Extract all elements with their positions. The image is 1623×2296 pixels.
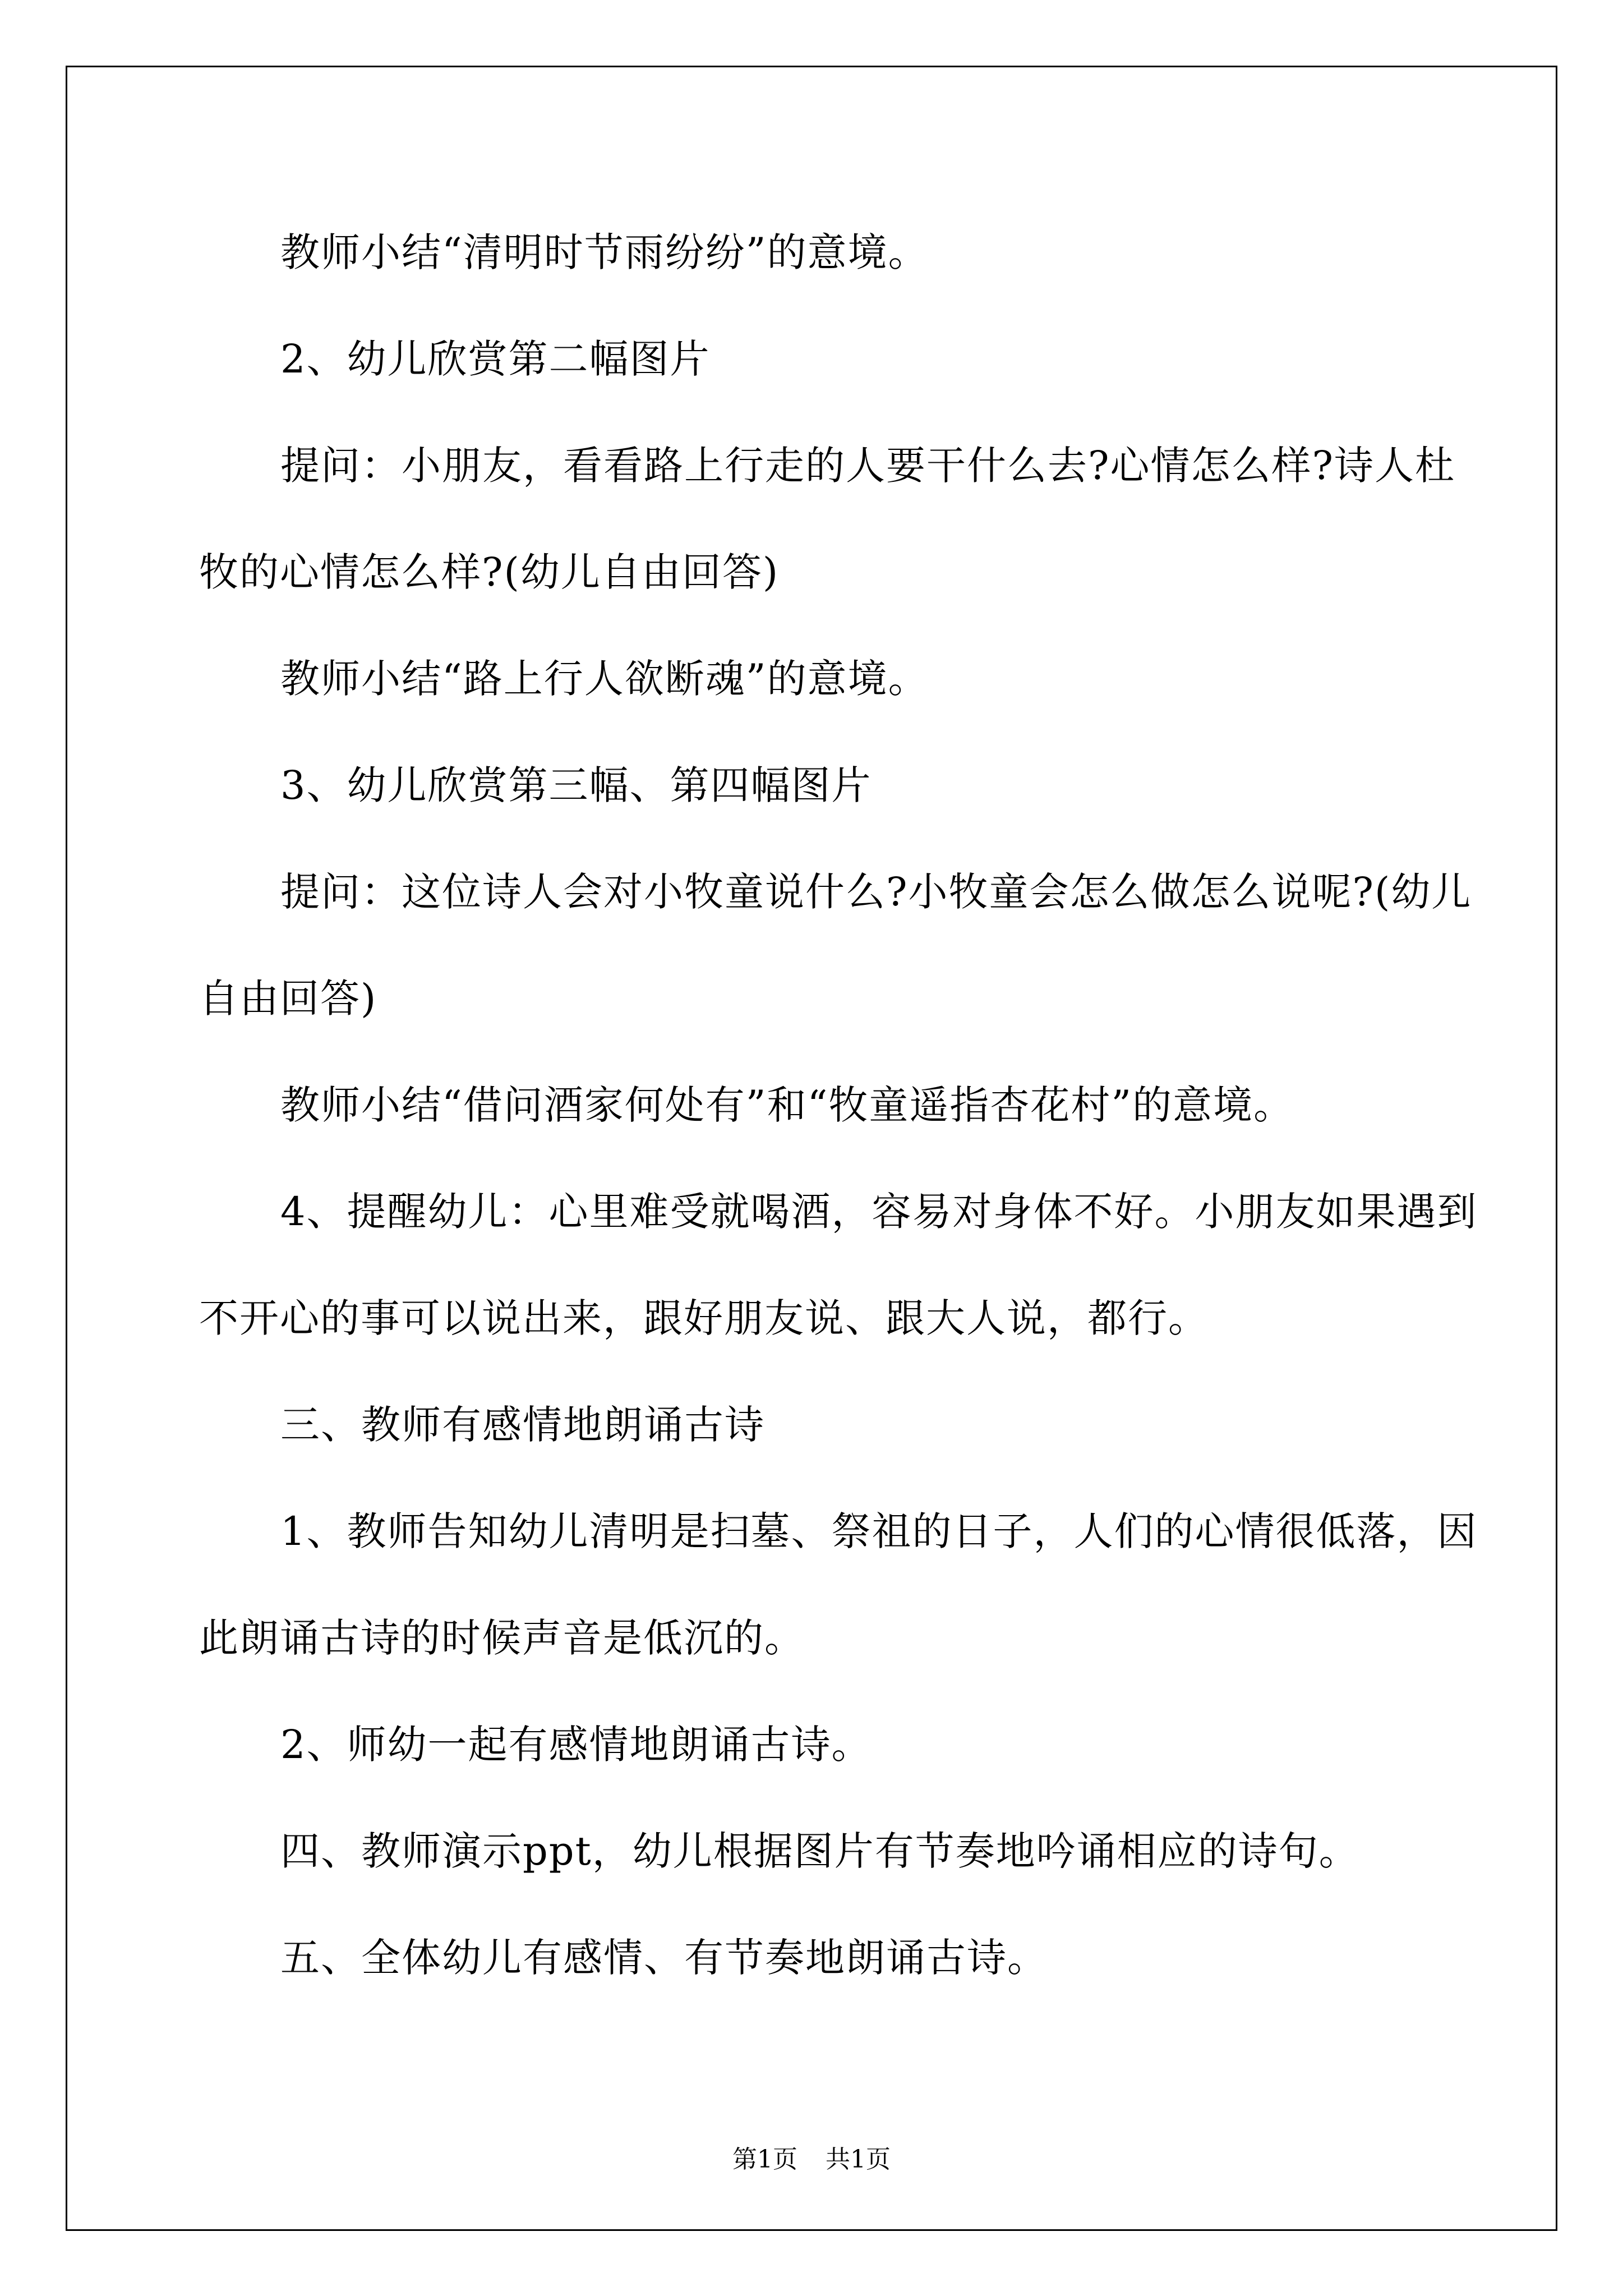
paragraph: 4、提醒幼儿：心里难受就喝酒，容易对身体不好。小朋友如果遇到不开心的事可以说出来，跟好朋友说、跟大人说，都行。 [199, 1189, 1478, 1341]
paragraph: 提问：这位诗人会对小牧童说什么?小牧童会怎么做怎么说呢?(幼儿自由回答) [199, 869, 1472, 1022]
paragraph: 提问：小朋友，看看路上行走的人要干什么去?心情怎么样?诗人杜牧的心情怎么样?(幼儿自由回答) [199, 443, 1456, 595]
document-body [199, 199, 1489, 2011]
paragraph: 教师小结“借问酒家何处有”和“牧童遥指杏花村”的意境。 [280, 1082, 1294, 1128]
paragraph: 2、幼儿欣赏第二幅图片 [280, 336, 711, 382]
paragraph: 教师小结“清明时节雨纷纷”的意境。 [280, 229, 929, 275]
page-total: 共1页 [826, 2145, 891, 2174]
paragraph: 三、教师有感情地朗诵古诗 [280, 1402, 765, 1448]
paragraph: 四、教师演示ppt，幼儿根据图片有节奏地吟诵相应的诗句。 [280, 1828, 1359, 1874]
paragraph: 五、全体幼儿有感情、有节奏地朗诵古诗。 [280, 1935, 1048, 1981]
paragraph: 教师小结“路上行人欲断魂”的意境。 [280, 656, 929, 702]
page-footer [0, 2143, 1623, 2177]
page-number: 第1页 [732, 2145, 797, 2174]
paragraph: 2、师幼一起有感情地朗诵古诗。 [280, 1722, 872, 1768]
paragraph: 1、教师告知幼儿清明是扫墓、祭祖的日子，人们的心情很低落，因此朗诵古诗的时候声音是低沉的。 [199, 1508, 1478, 1661]
paragraph: 3、幼儿欣赏第三幅、第四幅图片 [280, 762, 872, 808]
